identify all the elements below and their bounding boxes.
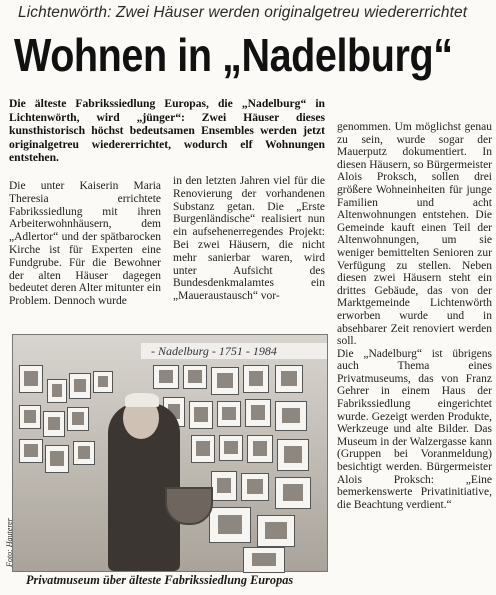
wall-frame [189,401,213,429]
wall-frame [19,439,43,463]
wall-frame [19,405,41,429]
wall-frame [19,365,43,393]
wall-frame [275,401,307,431]
wall-frame [243,547,285,573]
wall-frame [211,471,237,501]
kicker-line: Lichtenwörth: Zwei Häuser werden originalgetreu wiedererrichtet [18,4,468,21]
wall-frame [43,411,65,437]
lead-paragraph: Die älteste Fabrikssiedlung Europas, die „Nadelburg“ in Lichtenwörth, wird „jünger“: Zwei Häuser dieses kunsthistorisch höchst bedeutsamen Ensembles werden jetzt originalgetreu wiedererrichtet, wodurch elf Wohnungen entstehen. [9,97,325,165]
body-column-3 [337,121,492,511]
museum-photo [5,334,328,572]
wall-frame [45,445,69,473]
wall-frame [93,371,113,393]
photo-credit: Foto: Hauterer [5,518,14,567]
wall-frame [47,379,67,403]
wall-frame [217,401,241,427]
wall-frame [243,365,269,393]
wall-frame [275,477,311,509]
photo-banner: - Nadelburg - 1751 - 1984 [141,343,327,359]
body-text: Die „Nadelburg“ ist übrigens auch Thema eines Privatmuseums, das von Franz Gehrer in einem Haus der Fabrikssiedlung eingerichtet wurde. Gezeigt werden Produkte, Werkzeuge und alte Bilder. Das Museum in der Walzergasse kann (Gruppen bei Voranmeldung) besichtigt werden. Bürgermeister Alois Proksch: „Eine bemerkenswerte Privatinitiative, die Beachtung verdient.“ [337,347,492,511]
body-column-1 [9,180,161,308]
person-hair [125,393,159,407]
body-text: genommen. Um möglichst genau zu sein, wurde sogar der Mauerputz dokumentiert. In diesen Häusern, so Bürgermeister Alois Proksch, sollen drei größere Wohneinheiten für junge Familien und acht Altenwohnungen entstehen. Die Gemeinde kauft einen Teil der Altenwohnungen, um sie weniger bemittelten Senioren zur Verfügung zu stellen. Neben diesen zwei Häusern steht ein drittes Gebäude, das von der Marktgemeinde Lichtenwörth erworben wurde und in absehbarer Zeit renoviert werden soll. [337,121,492,348]
headline: Wohnen in „Nadelburg“ [14,29,453,81]
wall-frame [245,399,271,427]
wall-frame [211,367,239,395]
wall-frame [191,435,215,463]
wall-frame [183,365,207,389]
wall-frame [275,365,303,393]
wall-frame [219,435,243,461]
wall-frame [257,515,295,547]
wall-frame [67,407,89,431]
wall-frame [153,365,179,389]
wall-frame [241,473,269,501]
body-text: Die unter Kaiserin Maria Theresia errichtete Fabrikssiedlung mit ihren Arbeiterwohnhäusern, dem „Adlertor“ und der spätbarocken Kirche ist für Experten eine Fundgrube. Für die Bewohner der alten Häuser dagegen bedeutet deren Alter mitunter ein Problem. Dennoch wurde [9,180,161,308]
wall-frame [277,439,309,471]
wall-frame [209,507,251,543]
wall-frame [247,435,273,463]
wall-frame [73,441,95,465]
body-column-2 [173,175,325,303]
wall-frame [69,373,91,399]
photo-caption: Privatmuseum über älteste Fabrikssiedlung Europas [26,573,294,587]
body-text: in den letzten Jahren viel für die Renovierung der vorhandenen Substanz getan. Die „Erste Burgenländische“ realisiert nun ein aufsehenerregendes Projekt: Bei zwei Häusern, die nicht mehr sanierbar waren, wird unter Aufsicht des Bundesdenkmalamtes ein „Maueraustausch“ vor- [173,175,325,303]
